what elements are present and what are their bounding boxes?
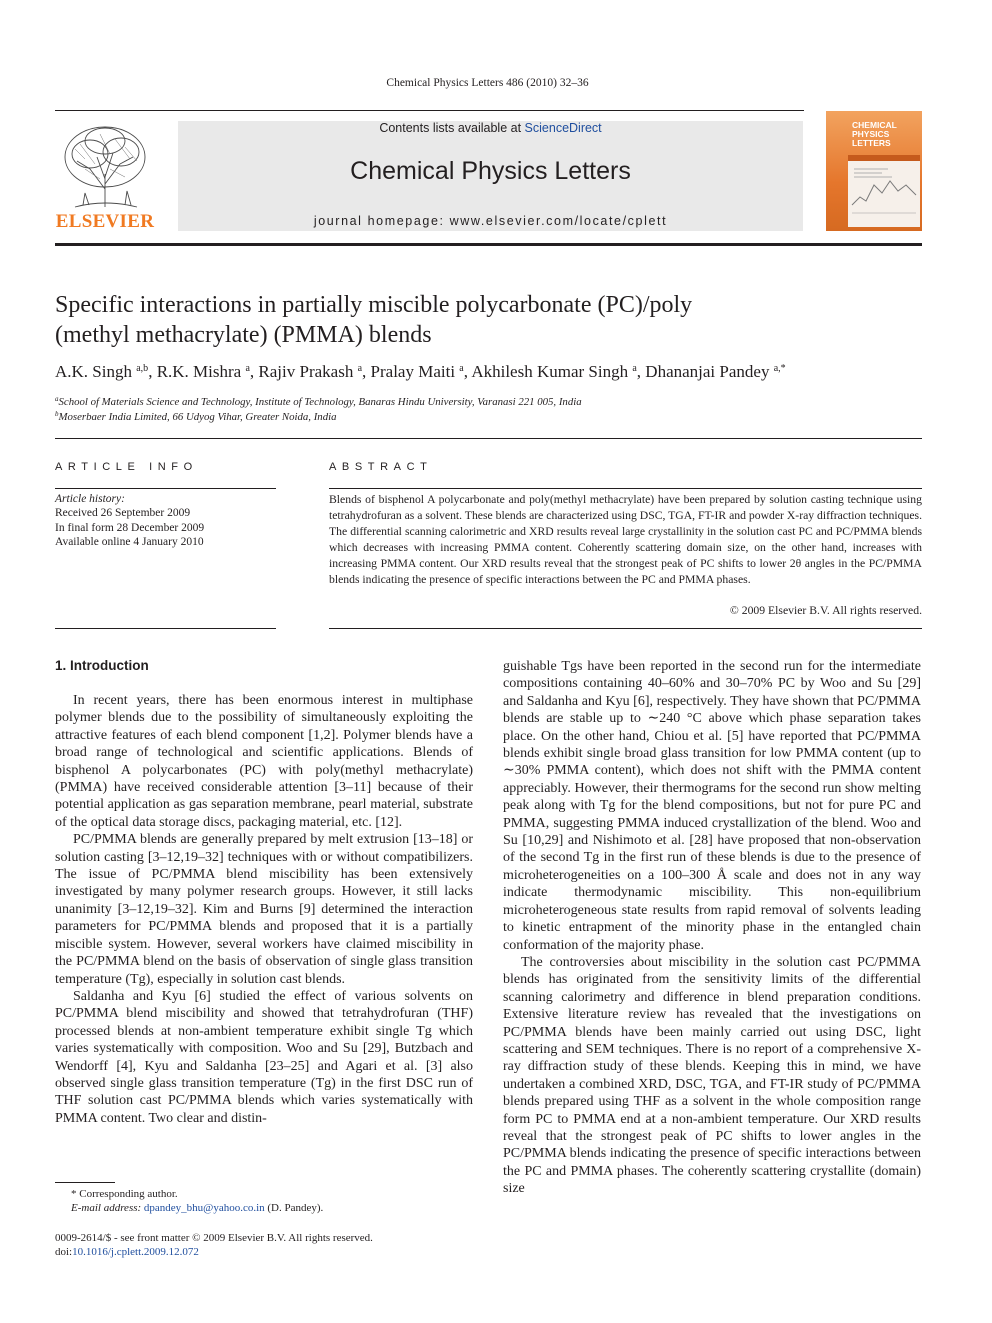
footnote (55, 1187, 323, 1215)
body-paragraph: guishable Tgs have been reported in the second run for the intermediate compositions containing 40–60% and 30–70% PC by Woo and Su [29] and Saldanha and Kyu [6], respectively. They have shown that PC/PMMA blends are stable up to ∼240 °C above which phase separation takes place. On the other hand, Chiou et al. [5] have reported that PC/PMMA blends exhibit single broad glass transition for low PMMA content (up to ∼30% PMMA content), which does not shift with the PMMA content appreciably. However, their thermograms for the second run show melting peak along with Tg for the blend compositions, but not for pure PC and PMMA, suggesting PMMA induced crystallization of the blend. Woo and Su [10,29] and Nishimoto et al. [28] have proposed that non-observation of the second Tg in the first run of these blends is due to the presence of microheterogeneities on a 100–300 Å scale and does not in any way indicate thermodynamic miscibility. This non-equilibrium microheterogeneous state results from rapid removal of solvents leading to kinetic entrapment of the minority phase in the entangled chain conformation of the majority phase. (503, 659, 921, 953)
author-name: R.K. Mishra (156, 362, 242, 381)
elsevier-wordmark: ELSEVIER (55, 211, 155, 232)
author-name: A.K. Singh (55, 362, 132, 381)
doi-link[interactable]: 10.1016/j.cplett.2009.12.072 (72, 1246, 199, 1258)
affiliation-text: Moserbaer India Limited, 66 Udyog Vihar, Greater Noida, India (58, 411, 337, 423)
abstract-heading: ABSTRACT (329, 461, 433, 473)
body-column-left (55, 692, 473, 1127)
title-line: Specific interactions in partially miscible polycarbonate (PC)/poly (55, 292, 693, 318)
received-date: Received 26 September 2009 (55, 507, 191, 520)
legal-notice (55, 1231, 373, 1259)
article-title (55, 290, 915, 350)
section-heading: 1. Introduction (55, 658, 149, 673)
section-rule (55, 438, 922, 439)
abstract-rule (329, 488, 922, 489)
body-paragraph: PC/PMMA blends are generally prepared by melt extrusion [13–18] or solution casting [3–12,19–32] techniques with or without compatibilizers. The issue of PC/PMMA blend miscibility has been extensively investigated by many polymer research groups. However, it still lacks unanimity [3–12,19–32]. Kim and Burns [9] determined the interaction parameters for PC/PMMA blends and proposed that it is a partially miscible system. However, several workers have claimed miscibility in the PC/PMMA blend on the basis of observation of single glass transition temperature (Tg), especially in solution cast blends. (55, 832, 473, 987)
body-paragraph: Saldanha and Kyu [6] studied the effect of various solvents on PC/PMMA blend miscibility and showed that tetrahydrofuran (THF) processed blends at non-ambient temperature exhibit single Tg which varies systematically with composition. Woo and Su [29], Butzbach and Wendorff [4], Kyu and Saldanha [23–25] and Agari et al. [3] also observed single glass transition temperature (Tg) in the first DSC run of THF solution cast PC/PMMA blends which varies systematically with PMMA content. Two clear and distin- (55, 988, 473, 1126)
email-suffix: (D. Pandey). (267, 1202, 324, 1214)
author-affiliation-mark[interactable]: a (459, 363, 464, 374)
abstract-text: Blends of bisphenol A polycarbonate and poly(methyl methacrylate) have been prepared by solution casting technique using tetrahydrofuran as a solvent. These blends are characterized using DSC, TGA, FT-IR and powder X-ray diffraction techniques. The differential scanning calorimetric and XRD results reveal large crystallinity in the solution cast PC and PC/PMMA blends which decreases with increasing PMMA content. Coherently scattering domain size, on the other hand, increases with increasing PMMA content. Our XRD results reveal that the strongest peak of PC shifts to lower 2θ angles in the PC/PMMA blends indicating the presence of specific interactions between the PC and PMMA phases. (329, 493, 922, 586)
article-info-heading: ARTICLE INFO (55, 461, 198, 473)
cover-graphic (848, 155, 920, 227)
header-rule (55, 110, 804, 111)
journal-cover-thumbnail (826, 111, 922, 231)
final-form-date: In final form 28 December 2009 (55, 521, 205, 534)
cover-title-line: CHEMICAL (852, 120, 897, 130)
abstract-rule (329, 628, 922, 629)
doi-line (55, 1245, 373, 1259)
cover-title-line: LETTERS (852, 138, 891, 148)
issn-line: 0009-2614/$ - see front matter © 2009 Elsevier B.V. All rights reserved. (55, 1232, 373, 1244)
author-name: Akhilesh Kumar Singh (471, 362, 629, 381)
affiliation (55, 410, 337, 423)
abstract-copyright: © 2009 Elsevier B.V. All rights reserved. (729, 604, 922, 617)
author-name: Rajiv Prakash (258, 362, 354, 381)
author-affiliation-mark[interactable]: a,b (136, 363, 149, 374)
body-column-right (503, 658, 921, 1198)
footnote-rule (55, 1182, 115, 1183)
info-rule (55, 488, 276, 489)
author-list: A.K. Singh $^{a,b}$, R.K. Mishra $^a$, Rajiv Prakash $^a$, Pralay Maiti $^a$, Akhilesh Kumar Singh $^a$, Dhananjai Pandey $^{a,*}$ (55, 362, 786, 381)
journal-homepage[interactable]: journal homepage: www.elsevier.com/locate/cplett (313, 214, 668, 228)
corresponding-author-note: * Corresponding author. (71, 1188, 178, 1200)
email-label: E-mail address: (71, 1202, 142, 1214)
email-link[interactable]: dpandey_bhu@yahoo.co.in (143, 1202, 265, 1214)
doi-prefix: doi: (55, 1246, 73, 1258)
author-name: Dhananjai Pandey (645, 362, 770, 381)
affiliation-mark: a (55, 395, 59, 403)
cover-title (852, 121, 897, 148)
author-affiliation-mark[interactable]: a,* (773, 363, 786, 374)
affiliation-text: School of Materials Science and Technology, Institute of Technology, Banaras Hindu University, Varanasi 221 005, India (58, 396, 582, 408)
online-date: Available online 4 January 2010 (55, 536, 204, 549)
body-paragraph: The controversies about miscibility in the solution cast PC/PMMA blends has originated from the sensitivity limits of the differential scanning calorimetry and difference in blend preparation conditions. Extensive literature review has revealed that the investigations on PC/PMMA blends have been mainly carried out using DSC, light scattering and SEM techniques. There is no report of a comprehensive X-ray diffraction study of these blends. Keeping this in mind, we have undertaken a combined XRD, DSC, TGA, and FT-IR study of PC/PMMA blends prepared using THF as a solvent in the whole composition range form PC to PMMA end at a non-ambient temperature. Our XRD results reveal that the strongest peak of PC shifts to lower angles in the PC/PMMA blends indicating the presence of specific interactions between the PC and PMMA phases. The coherently scattering crystallite (domain) size (503, 954, 921, 1197)
sciencedirect-link[interactable]: ScienceDirect (524, 121, 602, 135)
cover-title-line: PHYSICS (852, 129, 890, 139)
journal-citation: Chemical Physics Letters 486 (2010) 32–36 (386, 77, 589, 89)
journal-masthead (178, 121, 803, 231)
info-rule (55, 628, 276, 629)
contents-prefix: Contents lists available at (379, 121, 522, 135)
author-name: Pralay Maiti (370, 362, 456, 381)
journal-title: Chemical Physics Letters (350, 157, 631, 185)
author-affiliation-mark[interactable]: a (245, 363, 250, 374)
body-paragraph: In recent years, there has been enormous interest in multiphase polymer blends due to the possibility of simultaneously exploiting the attractive features of each blend component [1,2]. Polymer blends have a broad range of technological and scientific applications. Blends of bisphenol A polycarbonates (PC) with poly(methyl methacrylate) (PMMA) have received considerable attention [3–11] because of their potential application as gas separation membrane, pearl material, substrate of the optical data storage discs, packaging material, etc. [12]. (55, 693, 473, 830)
email-note (55, 1201, 323, 1215)
article-history (55, 492, 204, 550)
contents-availability (178, 121, 803, 135)
masthead-rule (55, 243, 922, 246)
author-affiliation-mark[interactable]: a (632, 363, 637, 374)
affiliation (55, 395, 582, 408)
affiliation-mark: b (55, 410, 59, 418)
history-label: Article history: (55, 493, 125, 505)
author-affiliation-mark[interactable]: a (357, 363, 363, 374)
title-line: (methyl methacrylate) (PMMA) blends (55, 322, 432, 348)
